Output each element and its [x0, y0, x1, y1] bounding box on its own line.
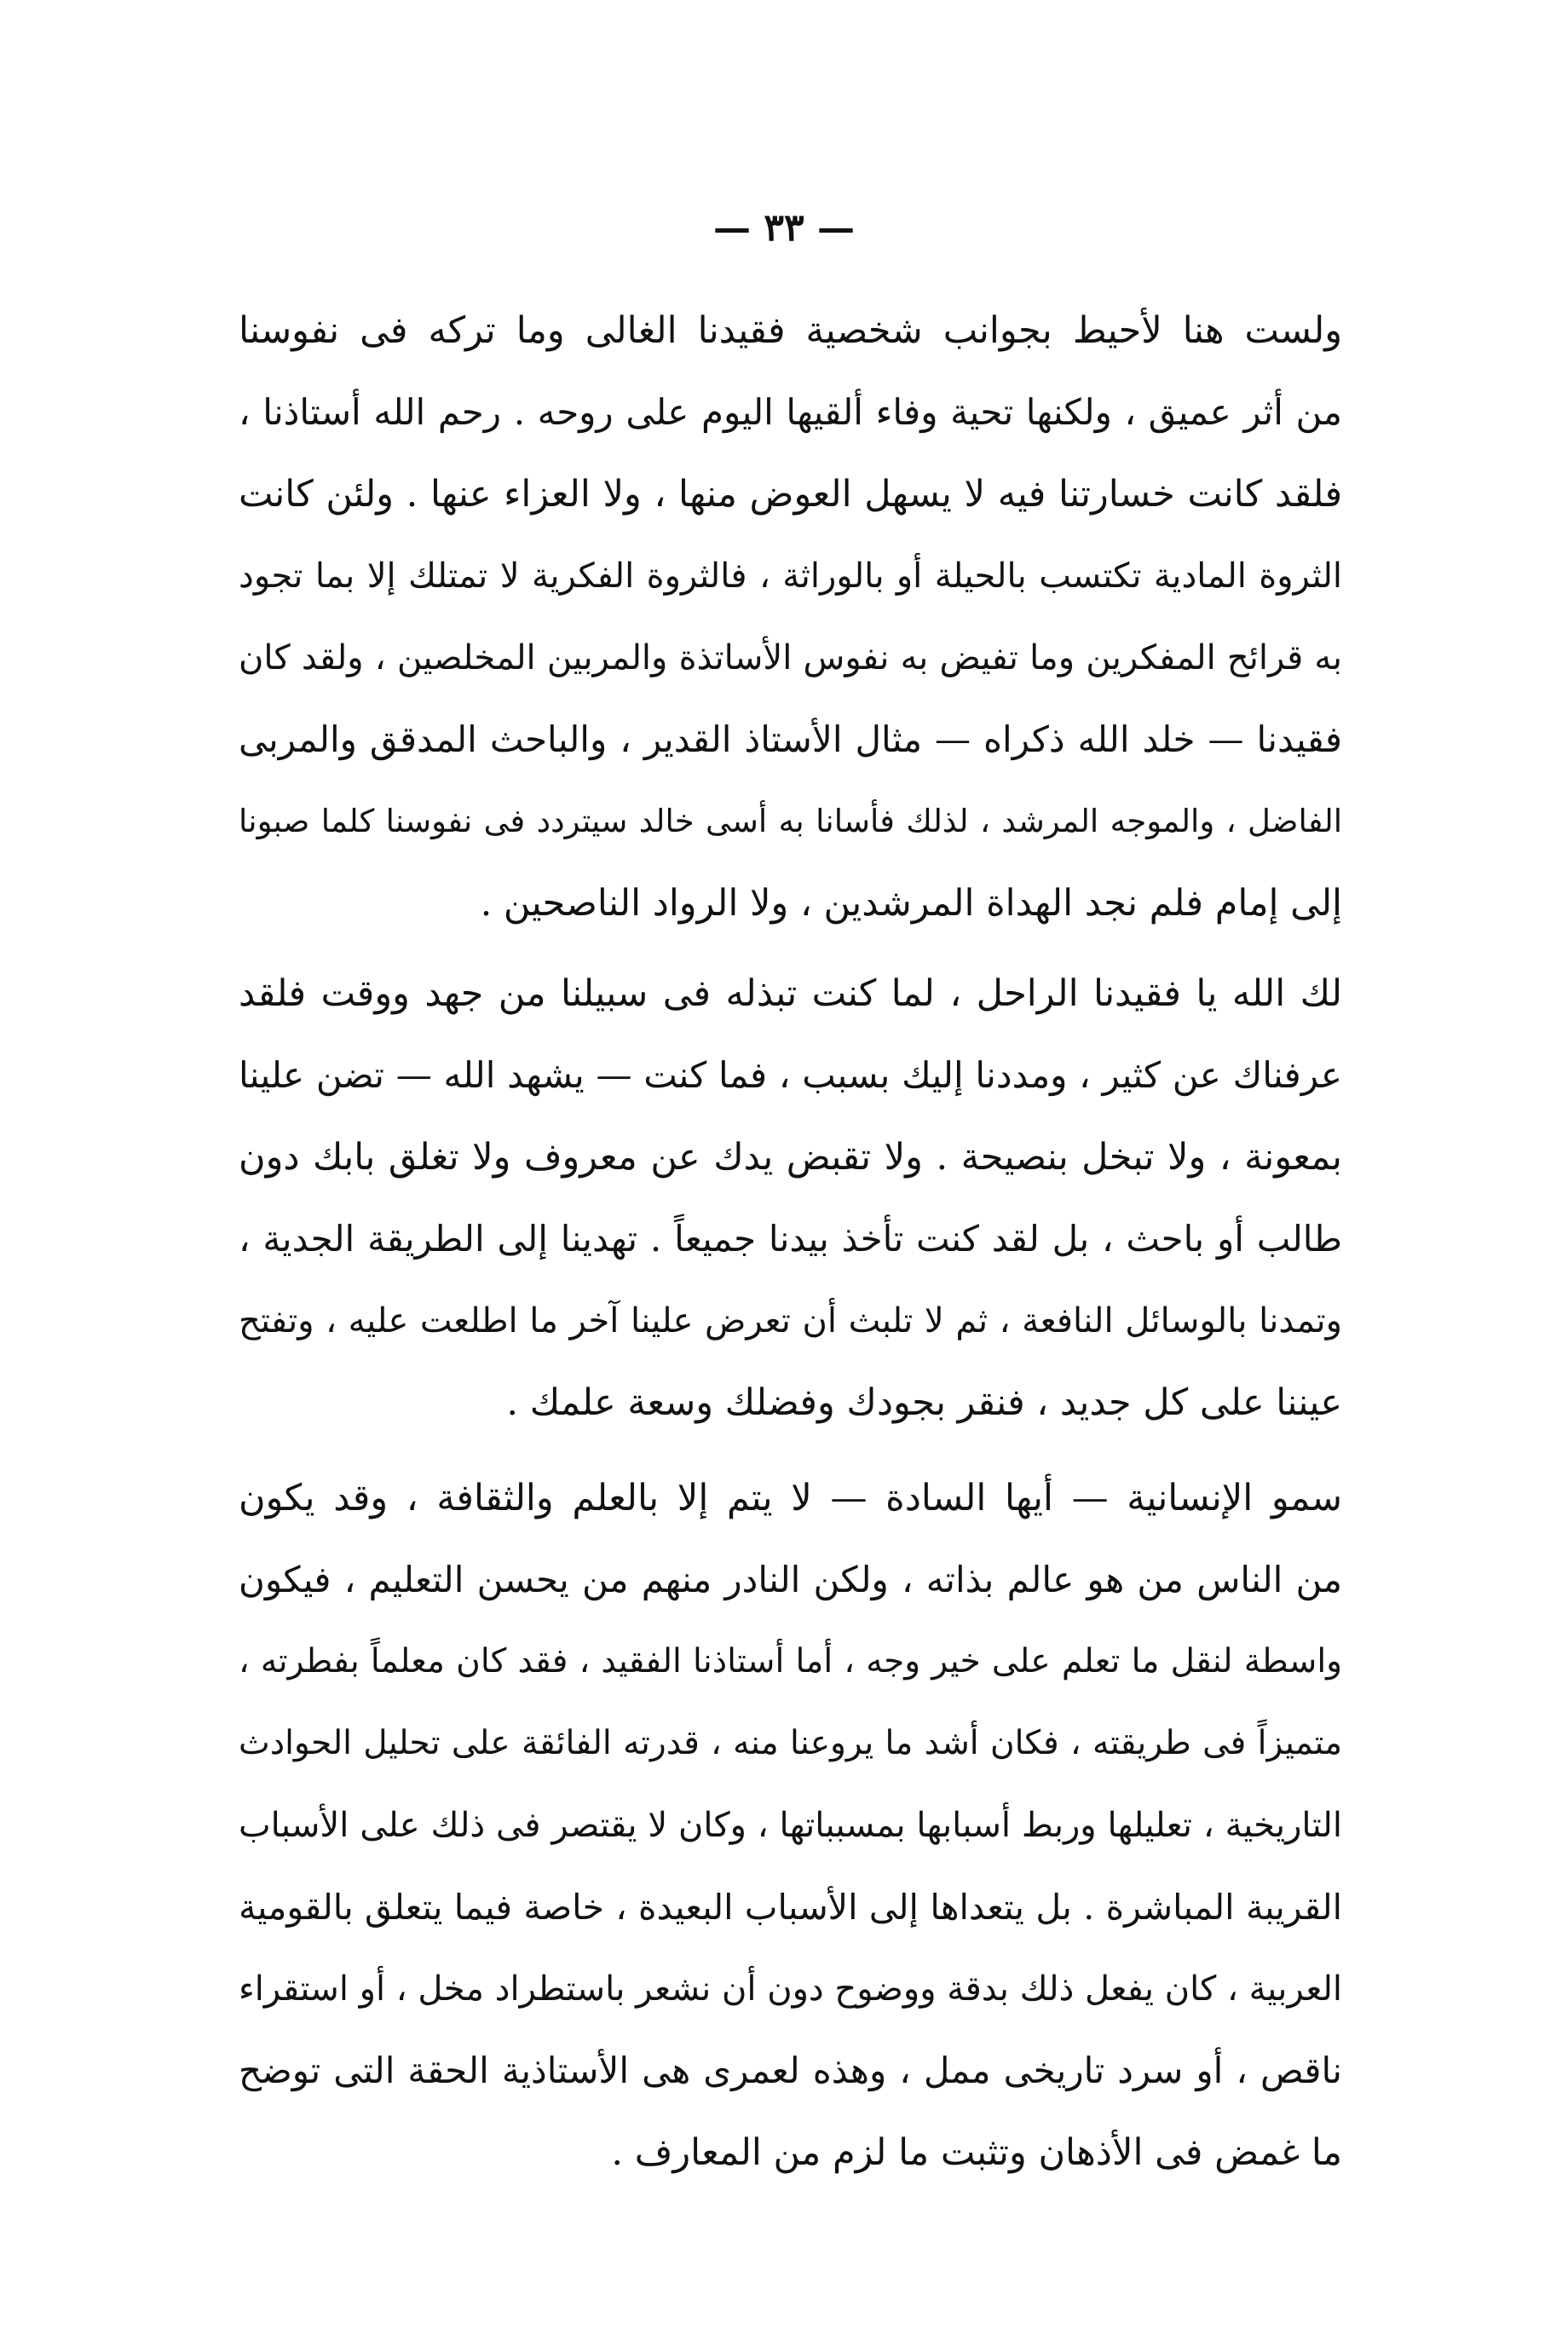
paragraph-line: ناقص ، أو سرد تاريخى ممل ، وهذه لعمرى هى الأستاذية الحقة التى توضح — [239, 2050, 1342, 2091]
paragraph-line: وتمدنا بالوسائل النافعة ، ثم لا تلبث أن تعرض علينا آخر ما اطلعت عليه ، وتفتح — [239, 1301, 1342, 1340]
paragraph-line: من أثر عميق ، ولكنها تحية وفاء ألقيها اليوم على روحه . رحم الله أستاذنا ، — [239, 391, 1342, 433]
page-number: — ٣٣ — — [713, 206, 855, 250]
paragraph-line: به قرائح المفكرين وما تفيض به نفوس الأساتذة والمربين المخلصين ، ولقد كان — [239, 638, 1342, 677]
paragraph-line: فقيدنا — خلد الله ذكراه — مثال الأستاذ القدير ، والباحث المدقق والمربى — [239, 718, 1342, 760]
paragraph-line: ما غمض فى الأذهان وتثبت ما لزم من المعارف . — [611, 2131, 1342, 2174]
paragraph-line: واسطة لنقل ما تعلم على خير وجه ، أما أستاذنا الفقيد ، فقد كان معلماً بفطرته ، — [239, 1642, 1342, 1681]
paragraph-line: من الناس من هو عالم بذاته ، ولكن النادر منهم من يحسن التعليم ، فيكون — [239, 1559, 1342, 1600]
paragraph-line: عرفناك عن كثير ، ومددنا إليك بسبب ، فما كنت — يشهد الله — تضن علينا — [239, 1054, 1342, 1096]
paragraph-3 — [239, 1457, 1342, 2194]
paragraph-line: لك الله يا فقيدنا الراحل ، لما كنت تبذله فى سبيلنا من جهد ووقت فلقد — [239, 972, 1342, 1015]
paragraph-2 — [239, 953, 1342, 1444]
paragraph-line: الثروة المادية تكتسب بالحيلة أو بالوراثة ، فالثروة الفكرية لا تمتلك إلا بما تجود — [239, 556, 1342, 596]
paragraph-line: ولست هنا لأحيط بجوانب شخصية فقيدنا الغالى وما تركه فى نفوسنا — [239, 309, 1342, 352]
paragraph-line: التاريخية ، تعليلها وربط أسبابها بمسبباتها ، وكان لا يقتصر فى ذلك على الأسباب — [239, 1806, 1342, 1845]
paragraph-line: الفاضل ، والموجه المرشد ، لذلك فأسانا به أسى خالد سيتردد فى نفوسنا كلما صبونا — [239, 803, 1342, 839]
paragraph-line: سمو الإنسانية — أيها السادة — لا يتم إلا بالعلم والثقافة ، وقد يكون — [239, 1477, 1342, 1519]
paragraph-line: متميزاً فى طريقته ، فكان أشد ما يروعنا منه ، قدرته الفائقة على تحليل الحوادث — [239, 1724, 1342, 1762]
paragraph-line: فلقد كانت خسارتنا فيه لا يسهل العوض منها ، ولا العزاء عنها . ولئن كانت — [239, 473, 1342, 516]
paragraph-line: العربية ، كان يفعل ذلك بدقة ووضوح دون أن نشعر باستطراد مخل ، أو استقراء — [239, 1969, 1342, 2009]
paragraph-line: طالب أو باحث ، بل لقد كنت تأخذ بيدنا جميعاً . تهدينا إلى الطريقة الجدية ، — [239, 1218, 1342, 1260]
paragraph-line: القريبة المباشرة . بل يتعداها إلى الأسباب البعيدة ، خاصة فيما يتعلق بالقومية — [239, 1887, 1342, 1928]
paragraph-1 — [239, 290, 1342, 944]
paragraph-line: عيننا على كل جديد ، فنقر بجودك وفضلك وسعة علمك . — [506, 1381, 1342, 1424]
paragraph-line: بمعونة ، ولا تبخل بنصيحة . ولا تقبض يدك عن معروف ولا تغلق بابك دون — [239, 1136, 1342, 1179]
paragraph-line: إلى إمام فلم نجد الهداة المرشدين ، ولا الرواد الناصحين . — [480, 882, 1342, 925]
